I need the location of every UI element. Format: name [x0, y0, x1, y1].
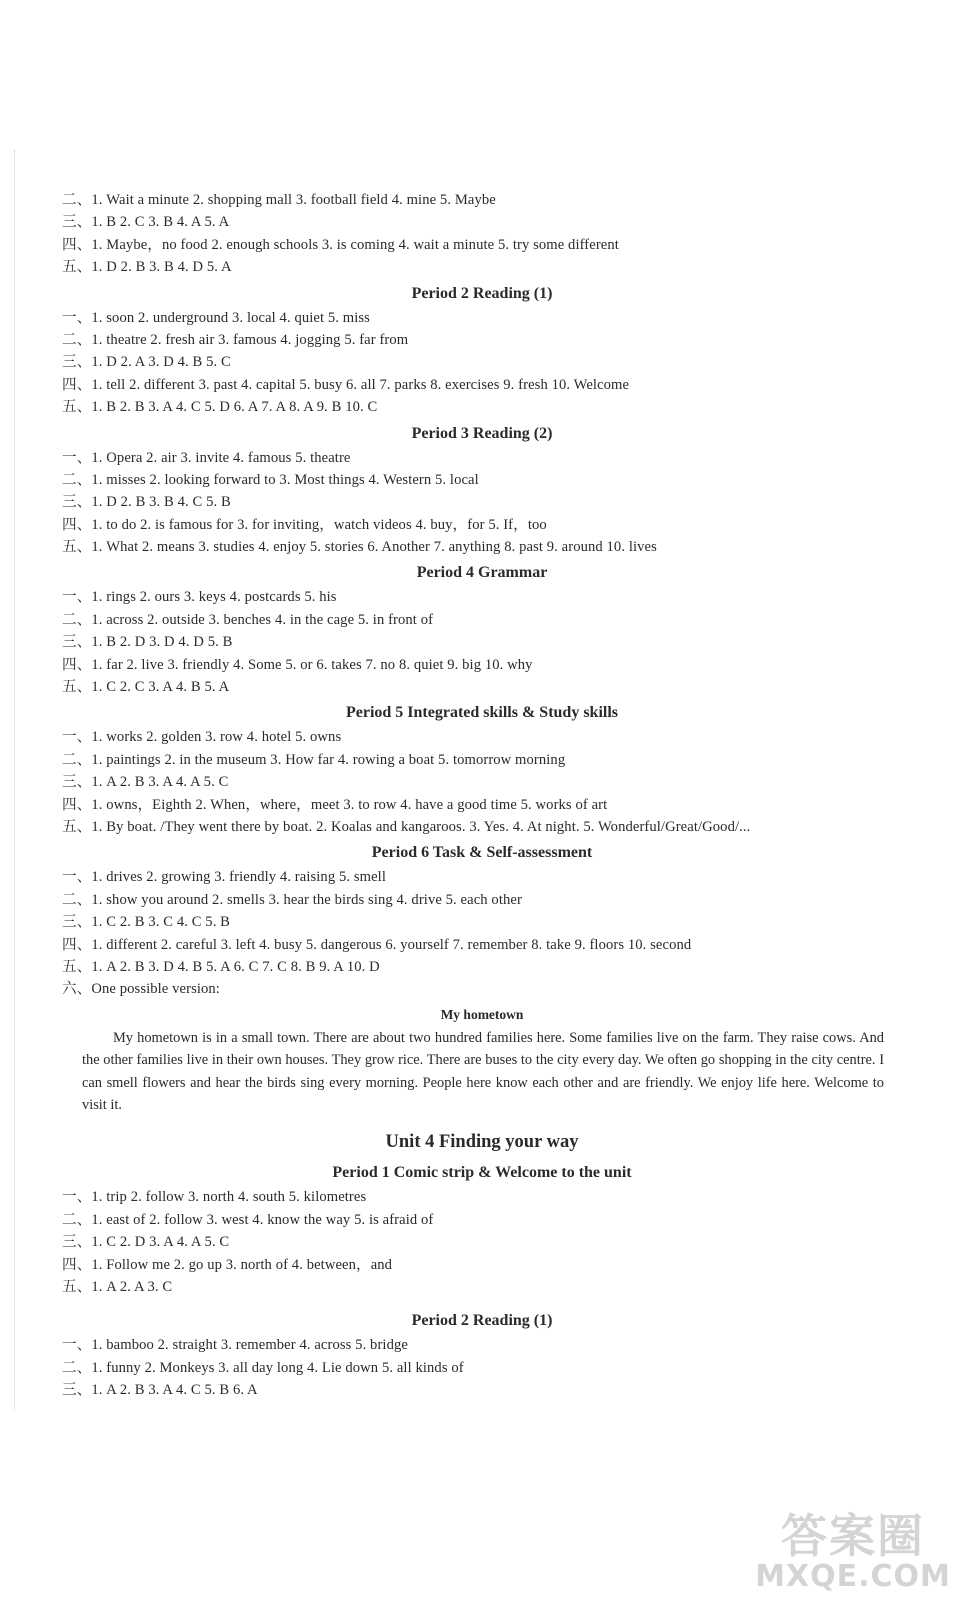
answer-line: 五、1. By boat. /They went there by boat. 2. Koalas and kangaroos. 3. Yes. 4. At night. 5. Wonderful/Great/Good/... — [62, 818, 751, 835]
answer-key-page — [62, 189, 902, 1401]
answer-line: 二、1. misses 2. looking forward to 3. Most things 4. Western 5. local — [62, 471, 479, 488]
answer-line: 二、1. funny 2. Monkeys 3. all day long 4. Lie down 5. all kinds of — [62, 1359, 464, 1376]
page-margin-rule — [14, 150, 15, 1410]
answer-line: 五、1. What 2. means 3. studies 4. enjoy 5. stories 6. Another 7. anything 8. past 9. around 10. lives — [62, 539, 657, 556]
answer-line: 四、1. owns，Eighth 2. When，where，meet 3. to row 4. have a good time 5. works of art — [62, 796, 608, 813]
answer-line: 三、1. A 2. B 3. A 4. C 5. B 6. A — [62, 1382, 258, 1399]
essay-body: My hometown is in a small town. There are about two hundred families here. Some families live on the farm. They raise cows. And the other families live in their own houses. They grow rice. There are buses to the city every day. We often go shopping in the city centre. I can smell flowers and hear the birds sing every morning. People here know each other and are friendly. We enjoy life here. Welcome to visit it. — [82, 1029, 884, 1113]
answer-line: 一、1. trip 2. follow 3. north 4. south 5. kilometres — [62, 1189, 367, 1206]
watermark-logo: 答案圈 — [781, 1509, 925, 1563]
section-heading: Period 3 Reading (2) — [411, 424, 553, 442]
answer-line: 二、1. across 2. outside 3. benches 4. in the cage 5. in front of — [62, 611, 434, 628]
answer-line: 六、One possible version: — [62, 981, 220, 998]
answer-line: 三、1. D 2. A 3. D 4. B 5. C — [62, 354, 231, 371]
answers-block-top — [62, 189, 902, 279]
answer-line: 三、1. C 2. B 3. C 4. C 5. B — [62, 914, 231, 931]
answer-line: 五、1. B 2. B 3. A 4. C 5. D 6. A 7. A 8. A 9. B 10. C — [62, 399, 378, 416]
answer-line: 二、1. paintings 2. in the museum 3. How far 4. rowing a boat 5. tomorrow morning — [62, 751, 566, 768]
answer-line: 二、1. Wait a minute 2. shopping mall 3. football field 4. mine 5. Maybe — [62, 192, 496, 208]
answer-line: 三、1. B 2. D 3. D 4. D 5. B — [62, 634, 233, 651]
section-heading: Period 2 Reading (1) — [411, 284, 553, 302]
answer-line: 四、1. to do 2. is famous for 3. for inviting，watch videos 4. buy，for 5. If，too — [62, 516, 547, 533]
answer-line: 五、1. C 2. C 3. A 4. B 5. A — [62, 679, 230, 696]
answer-line: 二、1. show you around 2. smells 3. hear the birds sing 4. drive 5. each other — [62, 891, 522, 908]
answer-line: 一、1. rings 2. ours 3. keys 4. postcards 5. his — [62, 589, 337, 606]
answer-line: 四、1. Follow me 2. go up 3. north of 4. between，and — [62, 1256, 393, 1273]
section-heading: Period 2 Reading (1) — [411, 1312, 553, 1330]
section-heading: Period 6 Task & Self-assessment — [371, 844, 593, 862]
answer-line: 四、1. Maybe，no food 2. enough schools 3. is coming 4. wait a minute 5. try some different — [62, 236, 619, 253]
answer-line: 一、1. Opera 2. air 3. invite 4. famous 5. theatre — [62, 449, 351, 466]
essay-title: My hometown — [440, 1006, 524, 1022]
answer-line: 四、1. different 2. careful 3. left 4. busy 5. dangerous 6. yourself 7. remember 8. take 9. floors 10. second — [62, 936, 692, 953]
answer-line: 三、1. D 2. B 3. B 4. C 5. B — [62, 494, 231, 511]
section-heading: Period 1 Comic strip & Welcome to the unit — [332, 1164, 632, 1182]
answer-line: 五、1. D 2. B 3. B 4. D 5. A — [62, 259, 232, 276]
answer-line: 五、1. A 2. A 3. C — [62, 1278, 173, 1295]
answer-line: 一、1. drives 2. growing 3. friendly 4. raising 5. smell — [62, 869, 386, 886]
site-watermark — [753, 1510, 953, 1592]
answer-line: 三、1. B 2. C 3. B 4. A 5. A — [62, 214, 230, 231]
answer-line: 三、1. A 2. B 3. A 4. A 5. C — [62, 774, 229, 791]
answer-line: 四、1. far 2. live 3. friendly 4. Some 5. or 6. takes 7. no 8. quiet 9. big 10. why — [62, 656, 533, 673]
answer-line: 四、1. tell 2. different 3. past 4. capital 5. busy 6. all 7. parks 8. exercises 9. fresh 10. Welcome — [62, 376, 630, 393]
watermark-text: MXQE.COM — [755, 1559, 951, 1594]
answer-line: 二、1. theatre 2. fresh air 3. famous 4. jogging 5. far from — [62, 331, 409, 348]
answer-line: 一、1. soon 2. underground 3. local 4. quiet 5. miss — [62, 309, 370, 326]
section-heading: Period 4 Grammar — [416, 564, 548, 582]
answer-line: 二、1. east of 2. follow 3. west 4. know the way 5. is afraid of — [62, 1211, 434, 1228]
answer-line: 三、1. C 2. D 3. A 4. A 5. C — [62, 1234, 230, 1251]
answer-line: 一、1. bamboo 2. straight 3. remember 4. across 5. bridge — [62, 1337, 408, 1354]
answer-line: 一、1. works 2. golden 3. row 4. hotel 5. owns — [62, 729, 342, 746]
answer-line: 五、1. A 2. B 3. D 4. B 5. A 6. C 7. C 8. B 9. A 10. D — [62, 958, 380, 975]
section-heading: Period 5 Integrated skills & Study skills — [345, 704, 619, 722]
unit-heading: Unit 4 Finding your way — [385, 1132, 579, 1153]
